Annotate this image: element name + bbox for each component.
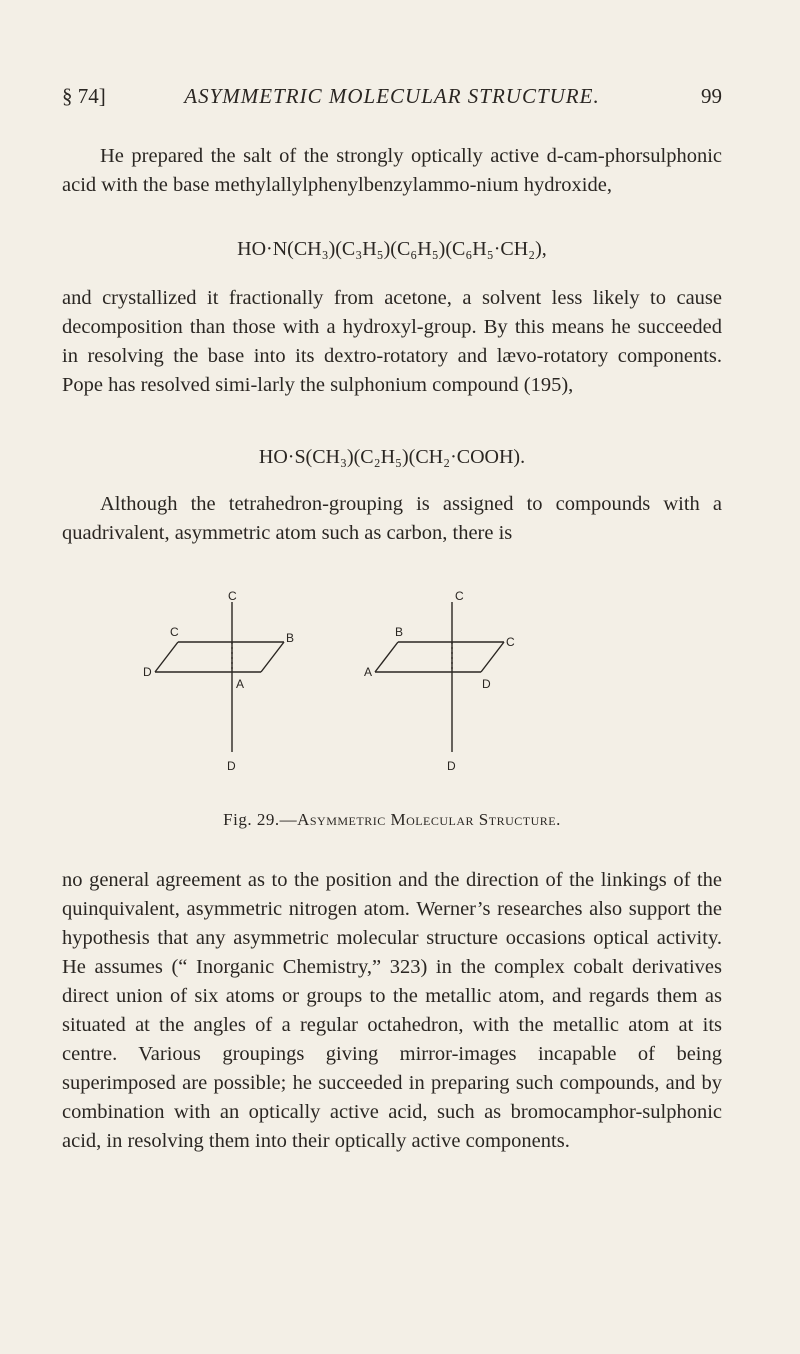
section-number: § 74] bbox=[62, 84, 106, 108]
label-right-left: A bbox=[364, 665, 373, 679]
label-right-bottom: D bbox=[447, 759, 456, 773]
label-right-back: B bbox=[395, 625, 404, 639]
label-right-right: C bbox=[506, 635, 515, 649]
formula-ammonium-base: HO·N(CH₃)(C₃H₅)(C₆H₅)(C₆H₅·CH₂), bbox=[237, 238, 547, 260]
paragraph-1: He prepared the salt of the strongly optically active d-cam-phorsulphonic acid with the base methylallylphenylbenzylammo-nium hydroxide, bbox=[62, 145, 722, 196]
caption-prefix: Fig. 29.— bbox=[223, 810, 298, 829]
paragraph-4: no general agreement as to the position and the direction of the linkings of the quinquivalent, asymmetric nitrogen atom. Werner’s researches also support the hypothesis that any asymmetric molecular structure occasions optical activity. He assumes (“ Inorganic Chemistry,” 323) in the complex cobalt derivatives direct union of six atoms or groups to the metallic atom, and regards them as situated at the angles of a regular octahedron, with the metallic atom at its centre. Various groupings giving mirror-images incapable of being superimposed are possible; he succeeded in preparing such compounds, and by combination with an optically active acid, such as bromocamphor-sulphonic acid, in resolving them into their optically active components. bbox=[62, 869, 722, 1152]
running-title: ASYMMETRIC MOLECULAR STRUCTURE. bbox=[184, 84, 600, 108]
label-right-front: D bbox=[482, 677, 491, 691]
label-left-back: C bbox=[170, 625, 179, 639]
figure-caption bbox=[62, 810, 722, 830]
label-left-left: D bbox=[143, 665, 152, 679]
running-header bbox=[62, 84, 722, 120]
tetrahedron-diagrams bbox=[143, 589, 670, 792]
label-left-front: A bbox=[236, 677, 245, 691]
paragraph-2: and crystallized it fractionally from acetone, a solvent less likely to cause decomposition than those with a hydroxyl-group. By this means he succeeded in resolving the base into its dextro-rotatory and lævo-rotatory components. Pope has resolved simi-larly the sulphonium compound (195), bbox=[62, 287, 722, 396]
figure-29 bbox=[143, 589, 670, 792]
formula-sulphonium-compound: HO·S(CH₃)(C₂H₅)(CH₂·COOH). bbox=[258, 446, 526, 468]
label-left-right: B bbox=[286, 631, 295, 645]
label-left-top: C bbox=[228, 589, 237, 603]
paragraph-3: Although the tetrahedron-grouping is assigned to compounds with a quadrivalent, asymmetric atom such as carbon, there is bbox=[62, 493, 722, 544]
label-left-bottom: D bbox=[227, 759, 236, 773]
caption-text: Asymmetric Molecular Structure. bbox=[297, 810, 561, 829]
label-right-top: C bbox=[455, 589, 464, 603]
page-number: 99 bbox=[701, 84, 722, 108]
